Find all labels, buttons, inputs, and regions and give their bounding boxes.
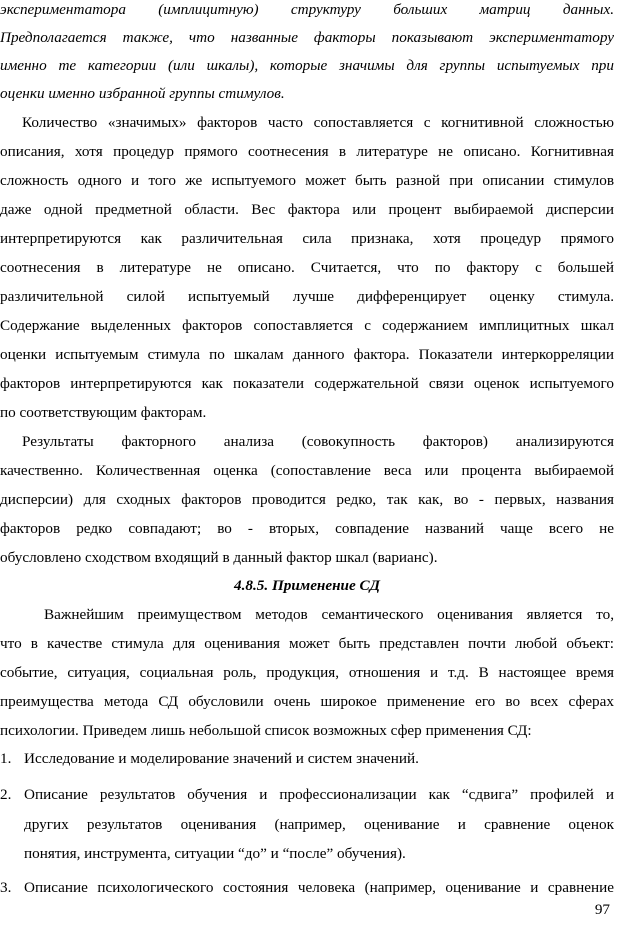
text-line: описания, хотя процедур прямого соотнесения в литературе не описано. Когнитивная [0,143,614,160]
list-number: 2. [0,786,12,803]
text-line: Важнейшим преимуществом методов семантического оценивания является то, [44,606,614,623]
list-item-continuation [0,842,614,866]
text-line: именно те категории (или шкалы), которые значимы для группы испытуемых при [0,57,614,74]
text-line: Предполагается также, что названные факторы показывают экспериментатору [0,29,614,46]
list-item-text: понятия, инструмента, ситуации “до” и “после” обучения). [24,845,406,862]
text-line: Содержание выделенных факторов сопоставляется с содержанием имплицитных шкал [0,317,614,334]
list-number: 1. [0,750,12,767]
text-line: событие, ситуация, социальная роль, продукция, отношения и т.д. В настоящее время [0,664,614,681]
text-line: экспериментатора (имплицитную) структуру больших матриц данных. [0,1,614,18]
text-line: преимущества метода СД обусловили очень широкое применение его во всех сферах [0,693,614,710]
text-line: оценки испытуемым стимула по шкалам данного фактора. Показатели интеркорреляции [0,346,614,363]
list-item-text: Исследование и моделирование значений и систем значений. [24,750,419,767]
list-item-continuation [0,813,614,837]
text-line: соотнесения в литературе не описано. Считается, что по фактору с большей [0,259,614,276]
list-item [0,783,614,807]
text-line: качественно. Количественная оценка (сопоставление веса или процента выбираемой [0,462,614,479]
list-number: 3. [0,879,12,896]
text-line: оценки именно избранной группы стимулов. [0,85,285,102]
page-number: 97 [594,901,610,918]
text-line: что в качестве стимула для оценивания может быть представлен почти любой объект: [0,635,614,652]
text-line: сложность одного и того же испытуемого может быть разной при описании стимулов [0,172,614,189]
list-item-text: других результатов оценивания (например, оценивание и сравнение оценок [24,816,614,833]
text-line: по соответствующим факторам. [0,404,207,421]
text-line: различительной силой испытуемый лучше дифференцирует оценку стимула. [0,288,614,305]
text-line: факторов редко совпадают; во - вторых, совпадение названий чаще всего не [0,520,614,537]
section-heading: 4.8.5. Применение СД [233,577,381,594]
text-line: дисперсии) для сходных факторов проводится редко, так как, во - первых, названия [0,491,614,508]
list-item [0,876,614,900]
text-line: даже одной предметной области. Вес фактора или процент выбираемой дисперсии [0,201,614,218]
list-item-text: Описание результатов обучения и профессионализации как “сдвига” профилей и [24,786,614,803]
text-line: интерпретируются как различительная сила признака, хотя процедур прямого [0,230,614,247]
list-item [0,747,614,771]
text-line: обусловлено сходством входящий в данный фактор шкал (варианс). [0,549,438,566]
text-line: Количество «значимых» факторов часто сопоставляется с когнитивной сложностью [22,114,614,131]
list-item-text: Описание психологического состояния человека (например, оценивание и сравнение [24,879,614,896]
text-line: факторов интерпретируются как показатели содержательной связи оценок испытуемого [0,375,614,392]
text-line: Результаты факторного анализа (совокупность факторов) анализируются [22,433,614,450]
text-line: психологии. Приведем лишь небольшой список возможных сфер применения СД: [0,722,532,739]
